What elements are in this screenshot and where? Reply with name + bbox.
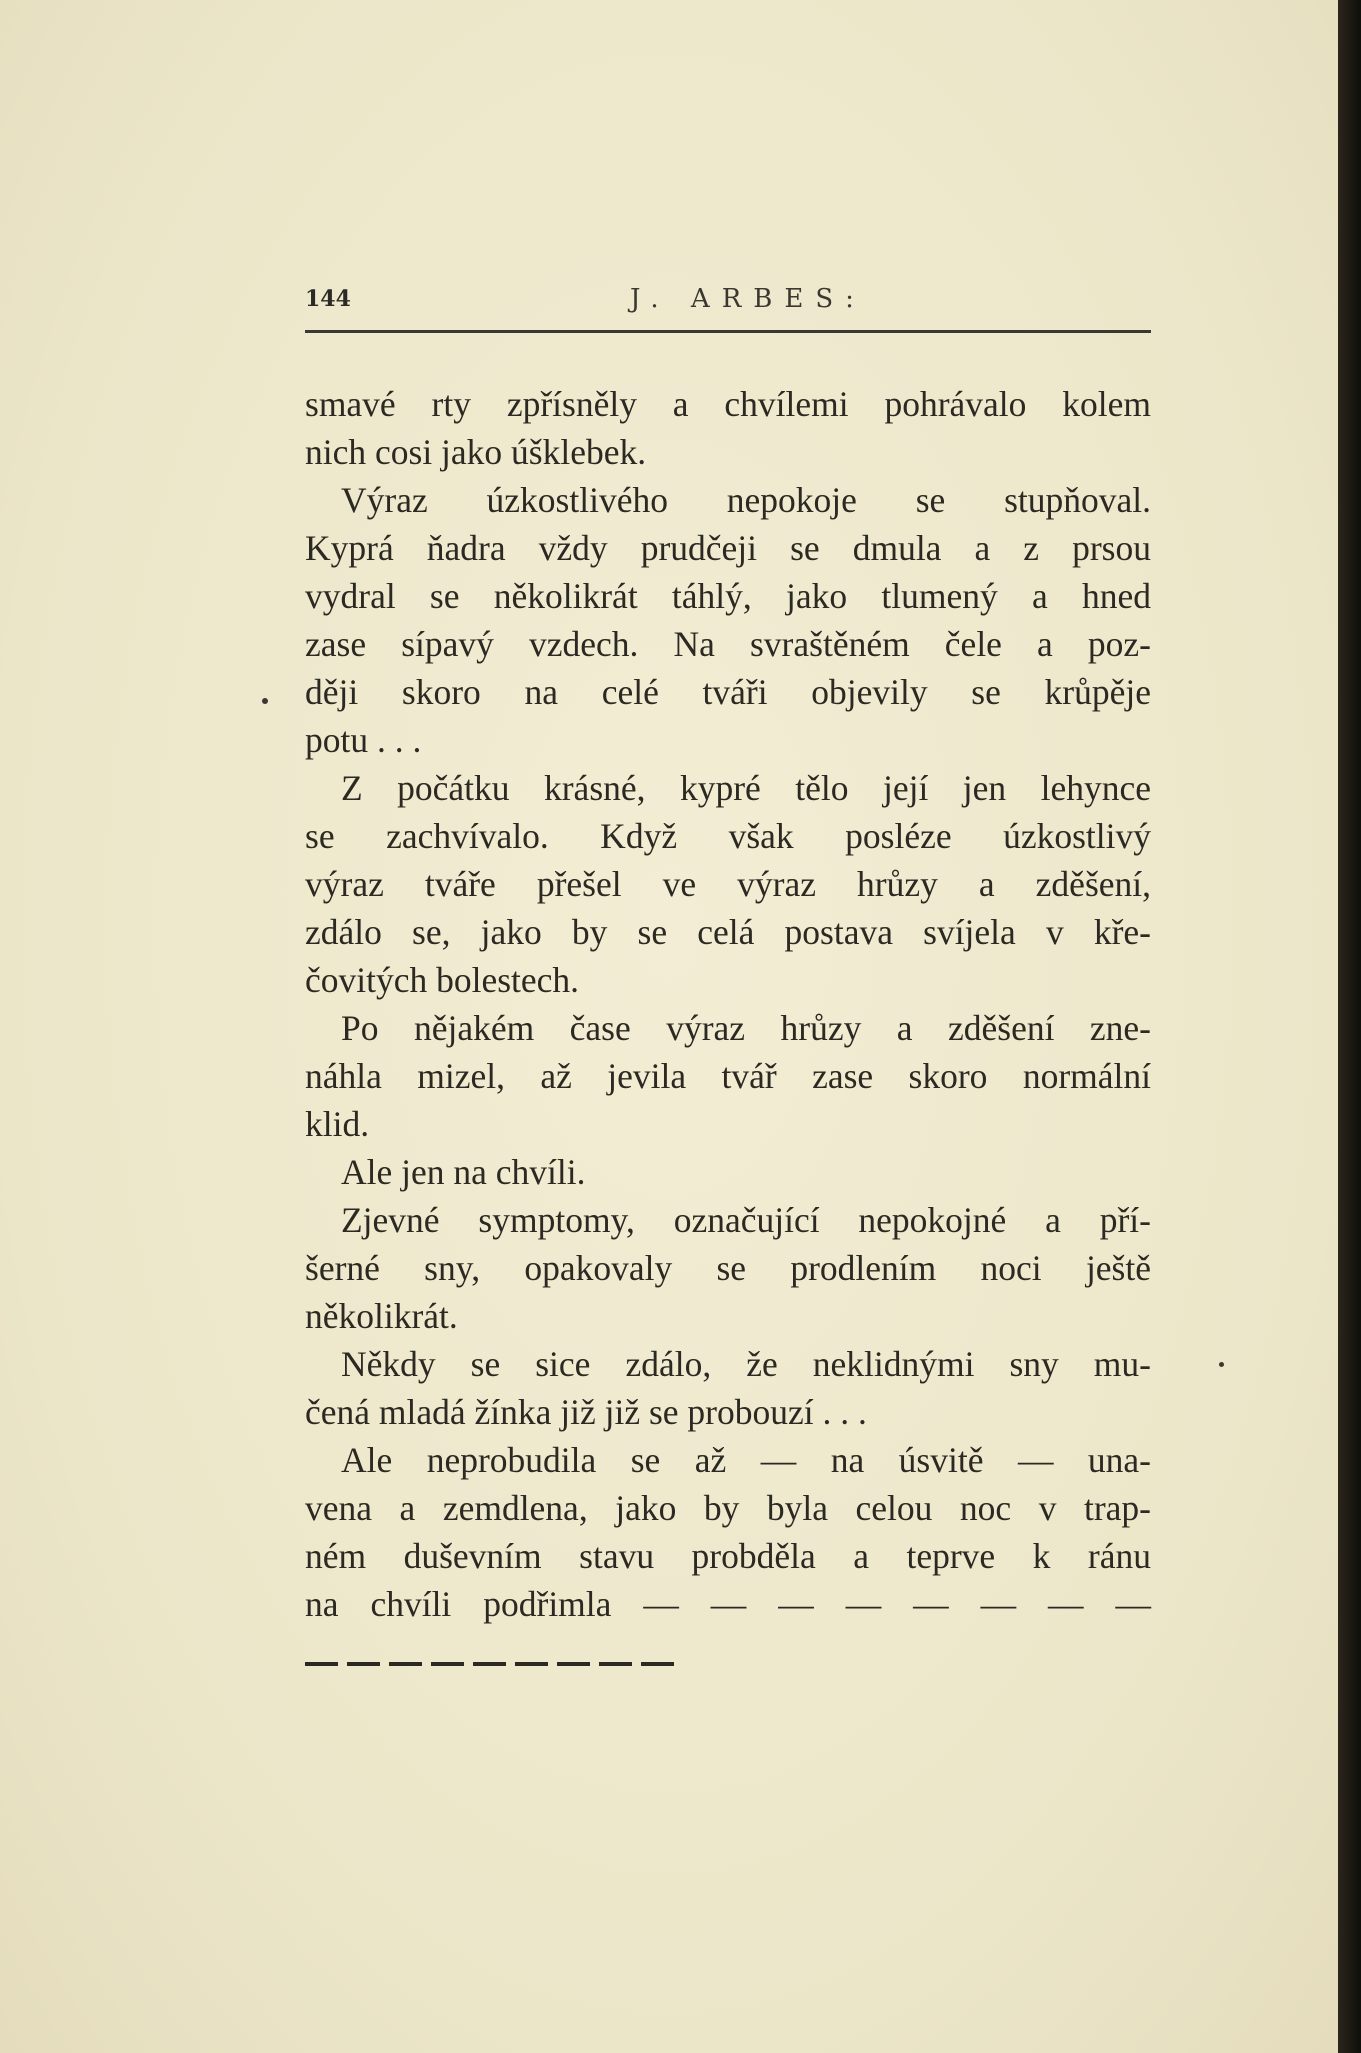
text-line: zdálo se, jako by se celá postava svíjela v kře-: [305, 912, 1151, 952]
text-line: náhla mizel, až jevila tvář zase skoro normální: [305, 1056, 1151, 1096]
text-line: Z počátku krásné, kypré tělo její jen lehynce: [341, 768, 1151, 808]
em-dash: [515, 1662, 548, 1666]
text-line: na chvíli podřimla — — — — — — — —: [305, 1584, 1151, 1624]
text-line: Ale jen na chvíli.: [341, 1152, 586, 1192]
text-line: Kyprá ňadra vždy prudčeji se dmula a z prsou: [305, 528, 1151, 568]
em-dash: [557, 1662, 590, 1666]
margin-speck: [262, 698, 268, 704]
em-dash: [389, 1662, 422, 1666]
header-rule: [305, 330, 1151, 333]
text-line: vena a zemdlena, jako by byla celou noc v trap-: [305, 1488, 1151, 1528]
closing-dash-line: [305, 1658, 705, 1670]
text-line: Zjevné symptomy, označující nepokojné a pří-: [341, 1200, 1151, 1240]
text-line: šerné sny, opakovaly se prodlením noci ještě: [305, 1248, 1151, 1288]
page-header: [305, 286, 1151, 326]
em-dash: [473, 1662, 506, 1666]
text-line: ném duševním stavu probděla a teprve k ránu: [305, 1536, 1151, 1576]
body-text: [305, 380, 1151, 1628]
text-line: vydral se několikrát táhlý, jako tlumený a hned: [305, 576, 1151, 616]
text-line: Výraz úzkostlivého nepokoje se stupňoval.: [341, 480, 1151, 520]
text-line: několikrát.: [305, 1296, 458, 1336]
text-line: klid.: [305, 1104, 370, 1144]
text-line: Ale neprobudila se až — na úsvitě — una-: [341, 1440, 1151, 1480]
em-dash: [305, 1662, 338, 1666]
text-line: zase sípavý vzdech. Na svraštěném čele a poz-: [305, 624, 1151, 664]
em-dash: [641, 1662, 674, 1666]
text-line: výraz tváře přešel ve výraz hrůzy a zděšení,: [305, 864, 1151, 904]
running-head: J. ARBES:: [630, 284, 866, 314]
em-dash: [347, 1662, 380, 1666]
book-spine-edge: [1338, 0, 1361, 2053]
text-line: potu . . .: [305, 720, 422, 760]
text-line: Po nějakém čase výraz hrůzy a zděšení zne-: [341, 1008, 1151, 1048]
em-dash: [431, 1662, 464, 1666]
text-line: čovitých bolestech.: [305, 960, 580, 1000]
text-line: se zachvívalo. Když však posléze úzkostlivý: [305, 816, 1151, 856]
text-line: nich cosi jako úšklebek.: [305, 432, 647, 472]
text-line: čená mladá žínka již již se probouzí . . .: [305, 1392, 867, 1432]
em-dash: [599, 1662, 632, 1666]
text-line: ději skoro na celé tváři objevily se krůpěje: [305, 672, 1151, 712]
text-line: Někdy se sice zdálo, že neklidnými sny mu-: [341, 1344, 1151, 1384]
margin-speck: [1219, 1362, 1224, 1367]
page-number: 144: [305, 286, 351, 312]
text-line: smavé rty zpřísněly a chvílemi pohrávalo kolem: [305, 384, 1151, 424]
